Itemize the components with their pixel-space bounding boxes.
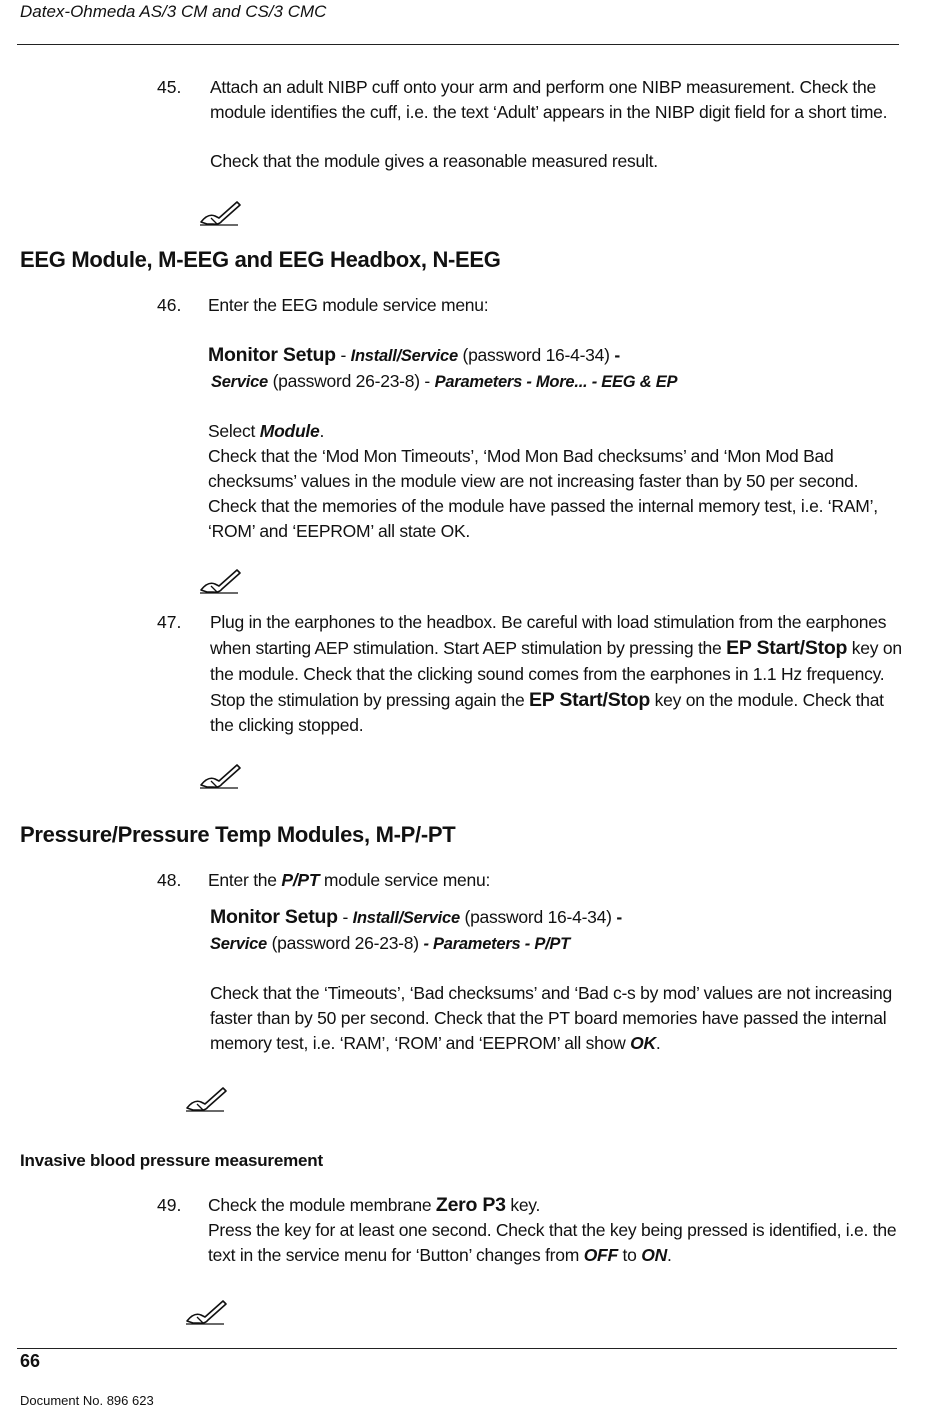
zero-p3-key: Zero P3: [435, 1194, 506, 1216]
page-number: 66: [20, 1351, 41, 1371]
footer-divider: [17, 1348, 897, 1349]
step-48-check-2: faster than by 50 per second. Check that the PT board memories have passed the internal: [210, 1008, 887, 1028]
step-number-45: 45.: [157, 77, 182, 97]
step-49-line-2: Press the key for at least one second. Check that the key being pressed is identified, i.e. the: [208, 1220, 897, 1240]
menu-install-service: Install/Service: [350, 347, 458, 365]
step-45-line-3: Check that the module gives a reasonable measured result.: [210, 151, 658, 171]
step-47-line-4: Stop the stimulation by pressing again the EP Start/Stop key on the module. Check that: [210, 689, 884, 711]
writing-hand-icon: [198, 760, 242, 790]
step-47-line-5: the clicking stopped.: [210, 715, 364, 735]
step-45-line-2: module identifies the cuff, i.e. the text ‘Adult’ appears in the NIBP digit field for a short time.: [210, 102, 888, 122]
header-divider: [17, 44, 899, 45]
menu-parameters-p-pt: - Parameters - P/PT: [423, 935, 570, 953]
menu-monitor-setup: Monitor Setup: [210, 906, 338, 928]
step-47-line-3: the module. Check that the clicking sound comes from the earphones in 1.1 Hz frequency.: [210, 664, 885, 684]
menu-service: Service: [211, 373, 268, 391]
step-46-select: Select Module.: [208, 421, 325, 441]
menu-path-pt-line-2: Service (password 26-23-8) - Parameters - P/PT: [210, 933, 570, 953]
running-header: Datex-Ohmeda AS/3 CM and CS/3 CMC: [20, 2, 327, 21]
step-46-intro: Enter the EEG module service menu:: [208, 295, 489, 315]
writing-hand-icon: [198, 197, 242, 227]
step-number-46: 46.: [157, 295, 182, 315]
step-number-49: 49.: [157, 1195, 182, 1215]
writing-hand-icon: [198, 565, 242, 595]
menu-monitor-setup: Monitor Setup: [208, 344, 336, 366]
step-48-check-3: memory test, i.e. ‘RAM’, ‘ROM’ and ‘EEPROM’ all show OK.: [210, 1033, 661, 1053]
step-46-check-3: Check that the memories of the module have passed the internal memory test, i.e. ‘RAM’,: [208, 496, 878, 516]
on-keyword: ON: [641, 1245, 668, 1265]
step-number-48: 48.: [157, 870, 182, 890]
step-49-line-1: Check the module membrane Zero P3 key.: [208, 1194, 541, 1216]
p-pt-keyword: P/PT: [281, 870, 320, 890]
menu-parameters-eeg-ep: Parameters - More... - EEG & EP: [434, 373, 678, 391]
step-number-47: 47.: [157, 612, 182, 632]
menu-install-service: Install/Service: [352, 909, 460, 927]
ep-start-stop-key: EP Start/Stop: [726, 637, 848, 659]
writing-hand-icon: [184, 1083, 228, 1113]
step-47-line-2: when starting AEP stimulation. Start AEP stimulation by pressing the EP Start/Stop key on: [210, 637, 902, 659]
menu-service: Service: [210, 935, 267, 953]
step-46-check-1: Check that the ‘Mod Mon Timeouts’, ‘Mod Mon Bad checksums’ and ‘Mon Mod Bad: [208, 446, 834, 466]
menu-path-pt-line-1: Monitor Setup - Install/Service (password 16-4-34) -: [210, 906, 622, 928]
step-48-check-1: Check that the ‘Timeouts’, ‘Bad checksums’ and ‘Bad c-s by mod’ values are not increasing: [210, 983, 892, 1003]
menu-path-eeg-line-2: Service (password 26-23-8) - Parameters - More... - EEG & EP: [211, 371, 678, 391]
off-keyword: OFF: [583, 1245, 618, 1265]
writing-hand-icon: [184, 1296, 228, 1326]
document-number: Document No. 896 623: [20, 1393, 154, 1408]
step-47-line-1: Plug in the earphones to the headbox. Be careful with load stimulation from the earphones: [210, 612, 887, 632]
step-48-intro: Enter the P/PT module service menu:: [208, 870, 491, 890]
step-46-check-4: ‘ROM’ and ‘EEPROM’ all state OK.: [208, 521, 471, 541]
menu-path-eeg-line-1: Monitor Setup - Install/Service (password 16-4-34) -: [208, 344, 620, 366]
step-46-check-2: checksums’ values in the module view are not increasing faster than by 50 per second.: [208, 471, 859, 491]
section-heading-pressure: Pressure/Pressure Temp Modules, M-P/-PT: [20, 822, 456, 847]
step-49-line-3: text in the service menu for ‘Button’ changes from OFF to ON.: [208, 1245, 672, 1265]
ep-start-stop-key: EP Start/Stop: [529, 689, 651, 711]
ok-keyword: OK: [630, 1033, 656, 1053]
step-45-line-1: Attach an adult NIBP cuff onto your arm and perform one NIBP measurement. Check the: [210, 77, 877, 97]
module-keyword: Module: [259, 421, 320, 441]
section-heading-eeg: EEG Module, M-EEG and EEG Headbox, N-EEG: [20, 247, 501, 272]
subsection-heading-ibp: Invasive blood pressure measurement: [20, 1151, 323, 1170]
